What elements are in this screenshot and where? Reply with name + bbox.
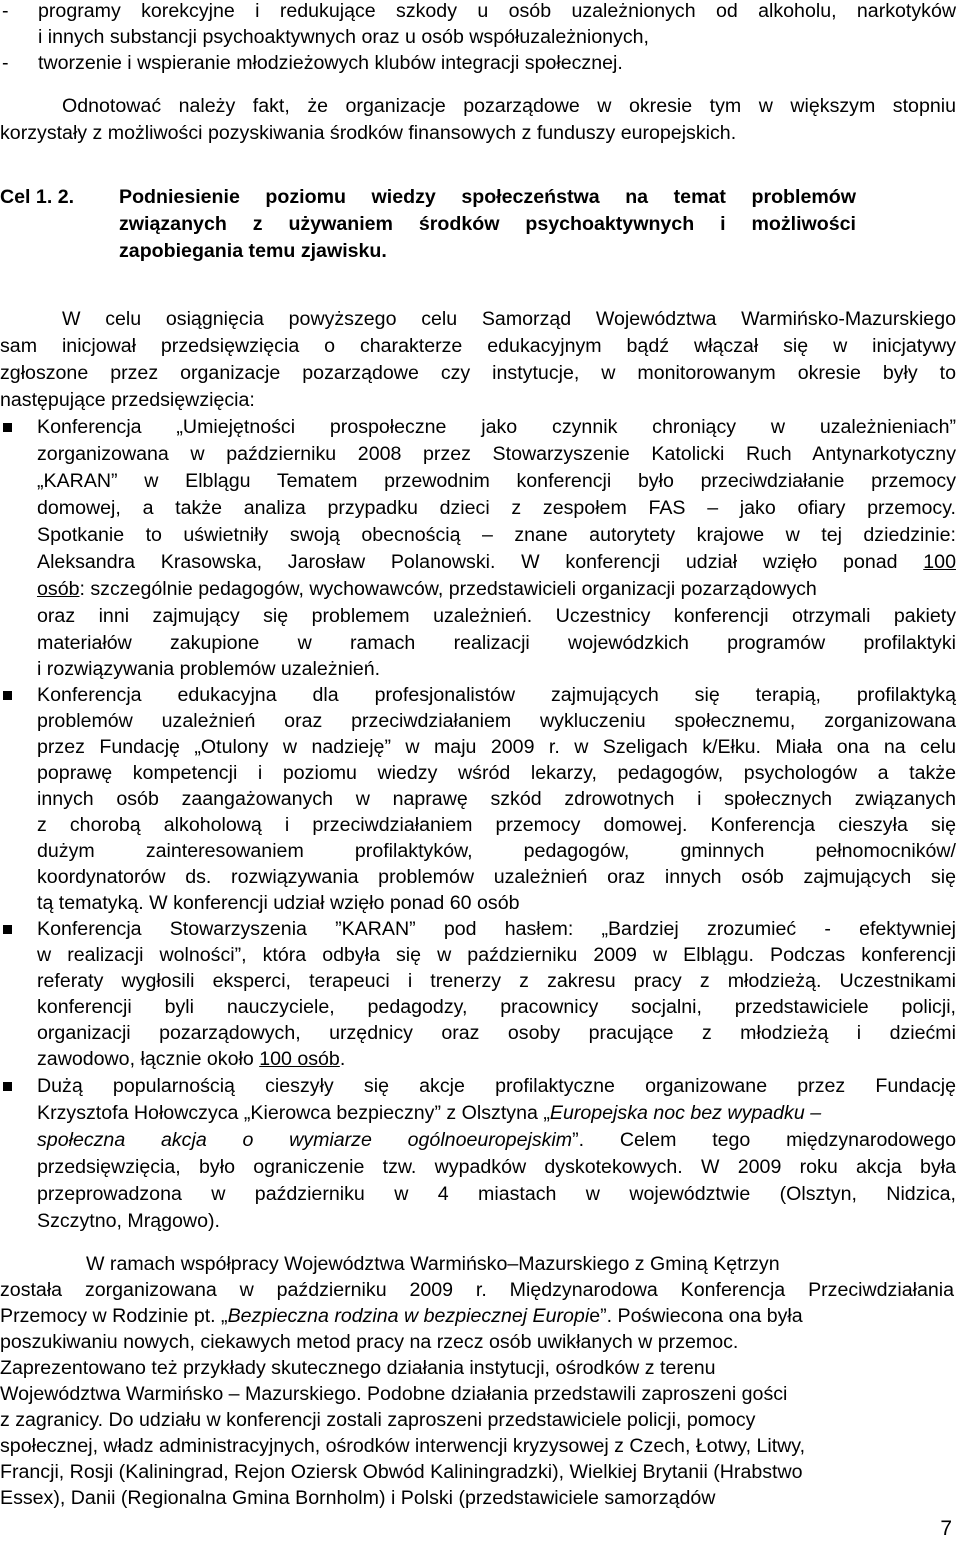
bullet-line: Dużą popularnością cieszyły się akcje profilaktyczne organizowane przez Fundację bbox=[0, 1073, 960, 1100]
paragraph-line: W celu osiągnięcia powyższego celu Samorząd Województwa Warmińsko-Mazurskiego bbox=[62, 308, 956, 330]
bullet-line: „KARAN” w Elblągu Tematem przewodnim konferencji było przeciwdziałanie przemocy bbox=[37, 470, 956, 492]
bullet-line: dużym zainteresowaniem profilaktyków, pedagogów, gminnych pełnomocników/ bbox=[37, 840, 956, 862]
bullet-line: poprawę kompetencji i poziomu wiedzy wśród lekarzy, pedagogów, psychologów a także bbox=[37, 762, 956, 784]
bullet-line: referaty wygłosili eksperci, terapeuci i trenerzy z zakresu pracy z młodzieżą. Uczestnikami bbox=[37, 970, 956, 992]
dash-marker: - bbox=[2, 0, 9, 22]
square-bullet-icon bbox=[3, 1082, 12, 1091]
bullet-line: koordynatorów ds. rozwiązywania problemów uzależnień oraz innych osób zajmujących się bbox=[37, 866, 956, 888]
list-item-continuation: i innych substancji psychoaktywnych oraz u osób współuzależnionych, bbox=[38, 26, 649, 48]
italic-title: Europejska noc bez wypadku – bbox=[549, 1102, 822, 1124]
bullet-line: Szczytno, Mrągowo). bbox=[37, 1210, 220, 1232]
italic-title: Bezpieczna rodzina w bezpiecznej Europi bbox=[227, 1305, 590, 1327]
paragraph-line: zgłoszone przez organizacje pozarządowe czy instytucje, w monitorowanym okresie były to bbox=[0, 362, 956, 384]
bullet-line: zorganizowana w październiku 2008 przez Stowarzyszenie Katolicki Ruch Antynarkotyczny bbox=[37, 443, 956, 465]
paragraph-line: W ramach współpracy Województwa Warmińsko–Mazurskiego z Gminą Kętrzyn bbox=[86, 1253, 780, 1275]
underlined-count: 100 bbox=[923, 551, 956, 573]
paragraph-line: poszukiwaniu nowych, ciekawych metod pracy na rzecz osób uwikłanych w przemoc. bbox=[0, 1331, 739, 1353]
goal-title-line: związanych z używaniem środków psychoaktywnych i możliwości bbox=[119, 213, 856, 235]
paragraph-line: z zagranicy. Do udziału w konferencji zostali zaproszeni przedstawiciele policji, pomocy bbox=[0, 1409, 756, 1431]
bullet-line: konferencji byli nauczyciele, pedagodzy, pracownicy socjalni, przedstawiciele policji, bbox=[37, 996, 956, 1018]
underlined-count: 100 osób bbox=[259, 1048, 340, 1070]
paragraph-line: korzystały z możliwości pozyskiwania środków finansowych z funduszy europejskich. bbox=[0, 122, 737, 144]
paragraph-line: społecznej, władz administracyjnych, ośrodków interwencji kryzysowej z Czech, Łotwy, Litwy, bbox=[0, 1435, 806, 1457]
paragraph-line: sam inicjował przedsięwzięcia o charakterze edukacyjnym bądź włączał się w inicjatywy bbox=[0, 335, 956, 357]
bullet-line: przeprowadzona w październiku w 4 miastach w województwie (Olsztyn, Nidzica, bbox=[37, 1183, 956, 1205]
bullet-line: i rozwiązywania problemów uzależnień. bbox=[37, 658, 381, 680]
bullet-line: społeczna akcja o wymiarze ogólnoeuropejskim”. Celem tego międzynarodowego bbox=[37, 1129, 956, 1151]
paragraph-line: Przemocy w Rodzinie pt. „Bezpieczna rodzina w bezpiecznej Europie”. Poświecona ona była bbox=[0, 1305, 803, 1327]
page-number: 7 bbox=[940, 1517, 952, 1540]
bullet-line: innych osób zaangażowanych w naprawę szkód zdrowotnych i społecznych związanych bbox=[37, 788, 956, 810]
paragraph-line: Województwa Warmińsko – Mazurskiego. Podobne działania przedstawili zaproszeni gości bbox=[0, 1383, 788, 1405]
bullet-line: osób: szczególnie pedagogów, wychowawców, przedstawicieli organizacji pozarządowych bbox=[37, 578, 817, 600]
bullet-line: Krzysztofa Hołowczyca „Kierowca bezpieczny” z Olsztyna „Europejska noc bez wypadku – bbox=[37, 1102, 822, 1124]
underlined-word: osób bbox=[37, 578, 80, 600]
bullet-line: problemów uzależnień oraz przeciwdziałaniem wykluczeniu społecznemu, zorganizowana bbox=[37, 710, 956, 732]
bullet-line: przez Fundację „Otulony w nadzieję” w maju 2009 r. w Szeligach k/Ełku. Miała ona na celu bbox=[37, 736, 956, 758]
bullet-line: w realizacji wolności”, która odbyła się w październiku 2009 w Elblągu. Podczas konferencji bbox=[37, 944, 956, 966]
bullet-line: Konferencja Stowarzyszenia ”KARAN” pod hasłem: „Bardziej zrozumieć - efektywniej bbox=[0, 916, 960, 943]
square-bullet-icon bbox=[3, 691, 12, 700]
paragraph-line: Essex), Danii (Regionalna Gmina Bornholm) i Polski (przedstawiciele samorządów bbox=[0, 1487, 716, 1509]
bullet-line: Konferencja edukacyjna dla profesjonalistów zajmujących się terapią, profilaktyką bbox=[0, 682, 960, 709]
bullet-line: oraz inni zajmujący się problemem uzależnień. Uczestnicy konferencji otrzymali pakiety bbox=[37, 605, 956, 627]
square-bullet-icon bbox=[3, 423, 12, 432]
bullet-line: tą tematyką. W konferencji udział wzięło ponad 60 osób bbox=[37, 892, 520, 914]
bullet-line: organizacji pozarządowych, urzędnicy oraz osoby pracujące z młodzieżą i dziećmi bbox=[37, 1022, 956, 1044]
paragraph-line: Francji, Rosji (Kaliningrad, Rejon Oziersk Obwód Kaliningradzki), Wielkiej Brytanii (Hrabstwo bbox=[0, 1461, 803, 1483]
paragraph-line: następujące przedsięwzięcia: bbox=[0, 389, 255, 411]
bullet-line: domowej, a także analiza przypadku dzieci z zespołem FAS – jako ofiary przemocy. bbox=[37, 497, 956, 519]
list-item: - programy korekcyjne i redukujące szkody u osób uzależnionych od alkoholu, narkotyków bbox=[0, 0, 960, 25]
square-bullet-icon bbox=[3, 925, 12, 934]
bullet-line: przedsięwzięcia, było ograniczenie tzw. wypadków dyskotekowych. W 2009 roku akcja była bbox=[37, 1156, 956, 1178]
bullet-line: z chorobą alkoholową i przeciwdziałaniem przemocy domowej. Konferencja cieszyła się bbox=[37, 814, 956, 836]
paragraph-line: Zaprezentowano też przykłady skutecznego działania instytucji, ośrodków z terenu bbox=[0, 1357, 716, 1379]
italic-title: społeczna akcja o wymiarze ogólnoeuropejskim bbox=[37, 1129, 573, 1151]
bullet-line: Spotkanie to uświetniły swoją obecnością – znane autorytety krajowe w tej dziedzinie: bbox=[37, 524, 956, 546]
paragraph-line: została zorganizowana w październiku 2009 r. Międzynarodowa Konferencja Przeciwdziałania bbox=[0, 1279, 954, 1301]
goal-title-line: zapobiegania temu zjawisku. bbox=[119, 240, 387, 262]
paragraph-line: Odnotować należy fakt, że organizacje pozarządowe w okresie tym w większym stopniu bbox=[62, 95, 956, 117]
goal-label: Cel 1. 2. bbox=[0, 186, 75, 208]
goal-title-line: Podniesienie poziomu wiedzy społeczeństwa na temat problemów bbox=[119, 186, 856, 208]
bullet-line: Aleksandra Krasowska, Jarosław Polanowski. W konferencji udział wzięło ponad 100 bbox=[37, 551, 956, 573]
dash-marker: - bbox=[2, 52, 9, 74]
bullet-line: materiałów zakupione w ramach realizacji wojewódzkich programów profilaktyki bbox=[37, 632, 956, 654]
bullet-line: zawodowo, łącznie około 100 osób. bbox=[37, 1048, 346, 1070]
list-item: - tworzenie i wspieranie młodzieżowych klubów integracji społecznej. bbox=[0, 50, 960, 77]
bullet-line: Konferencja „Umiejętności prospołeczne jako czynnik chroniący w uzależnieniach” bbox=[0, 414, 960, 441]
